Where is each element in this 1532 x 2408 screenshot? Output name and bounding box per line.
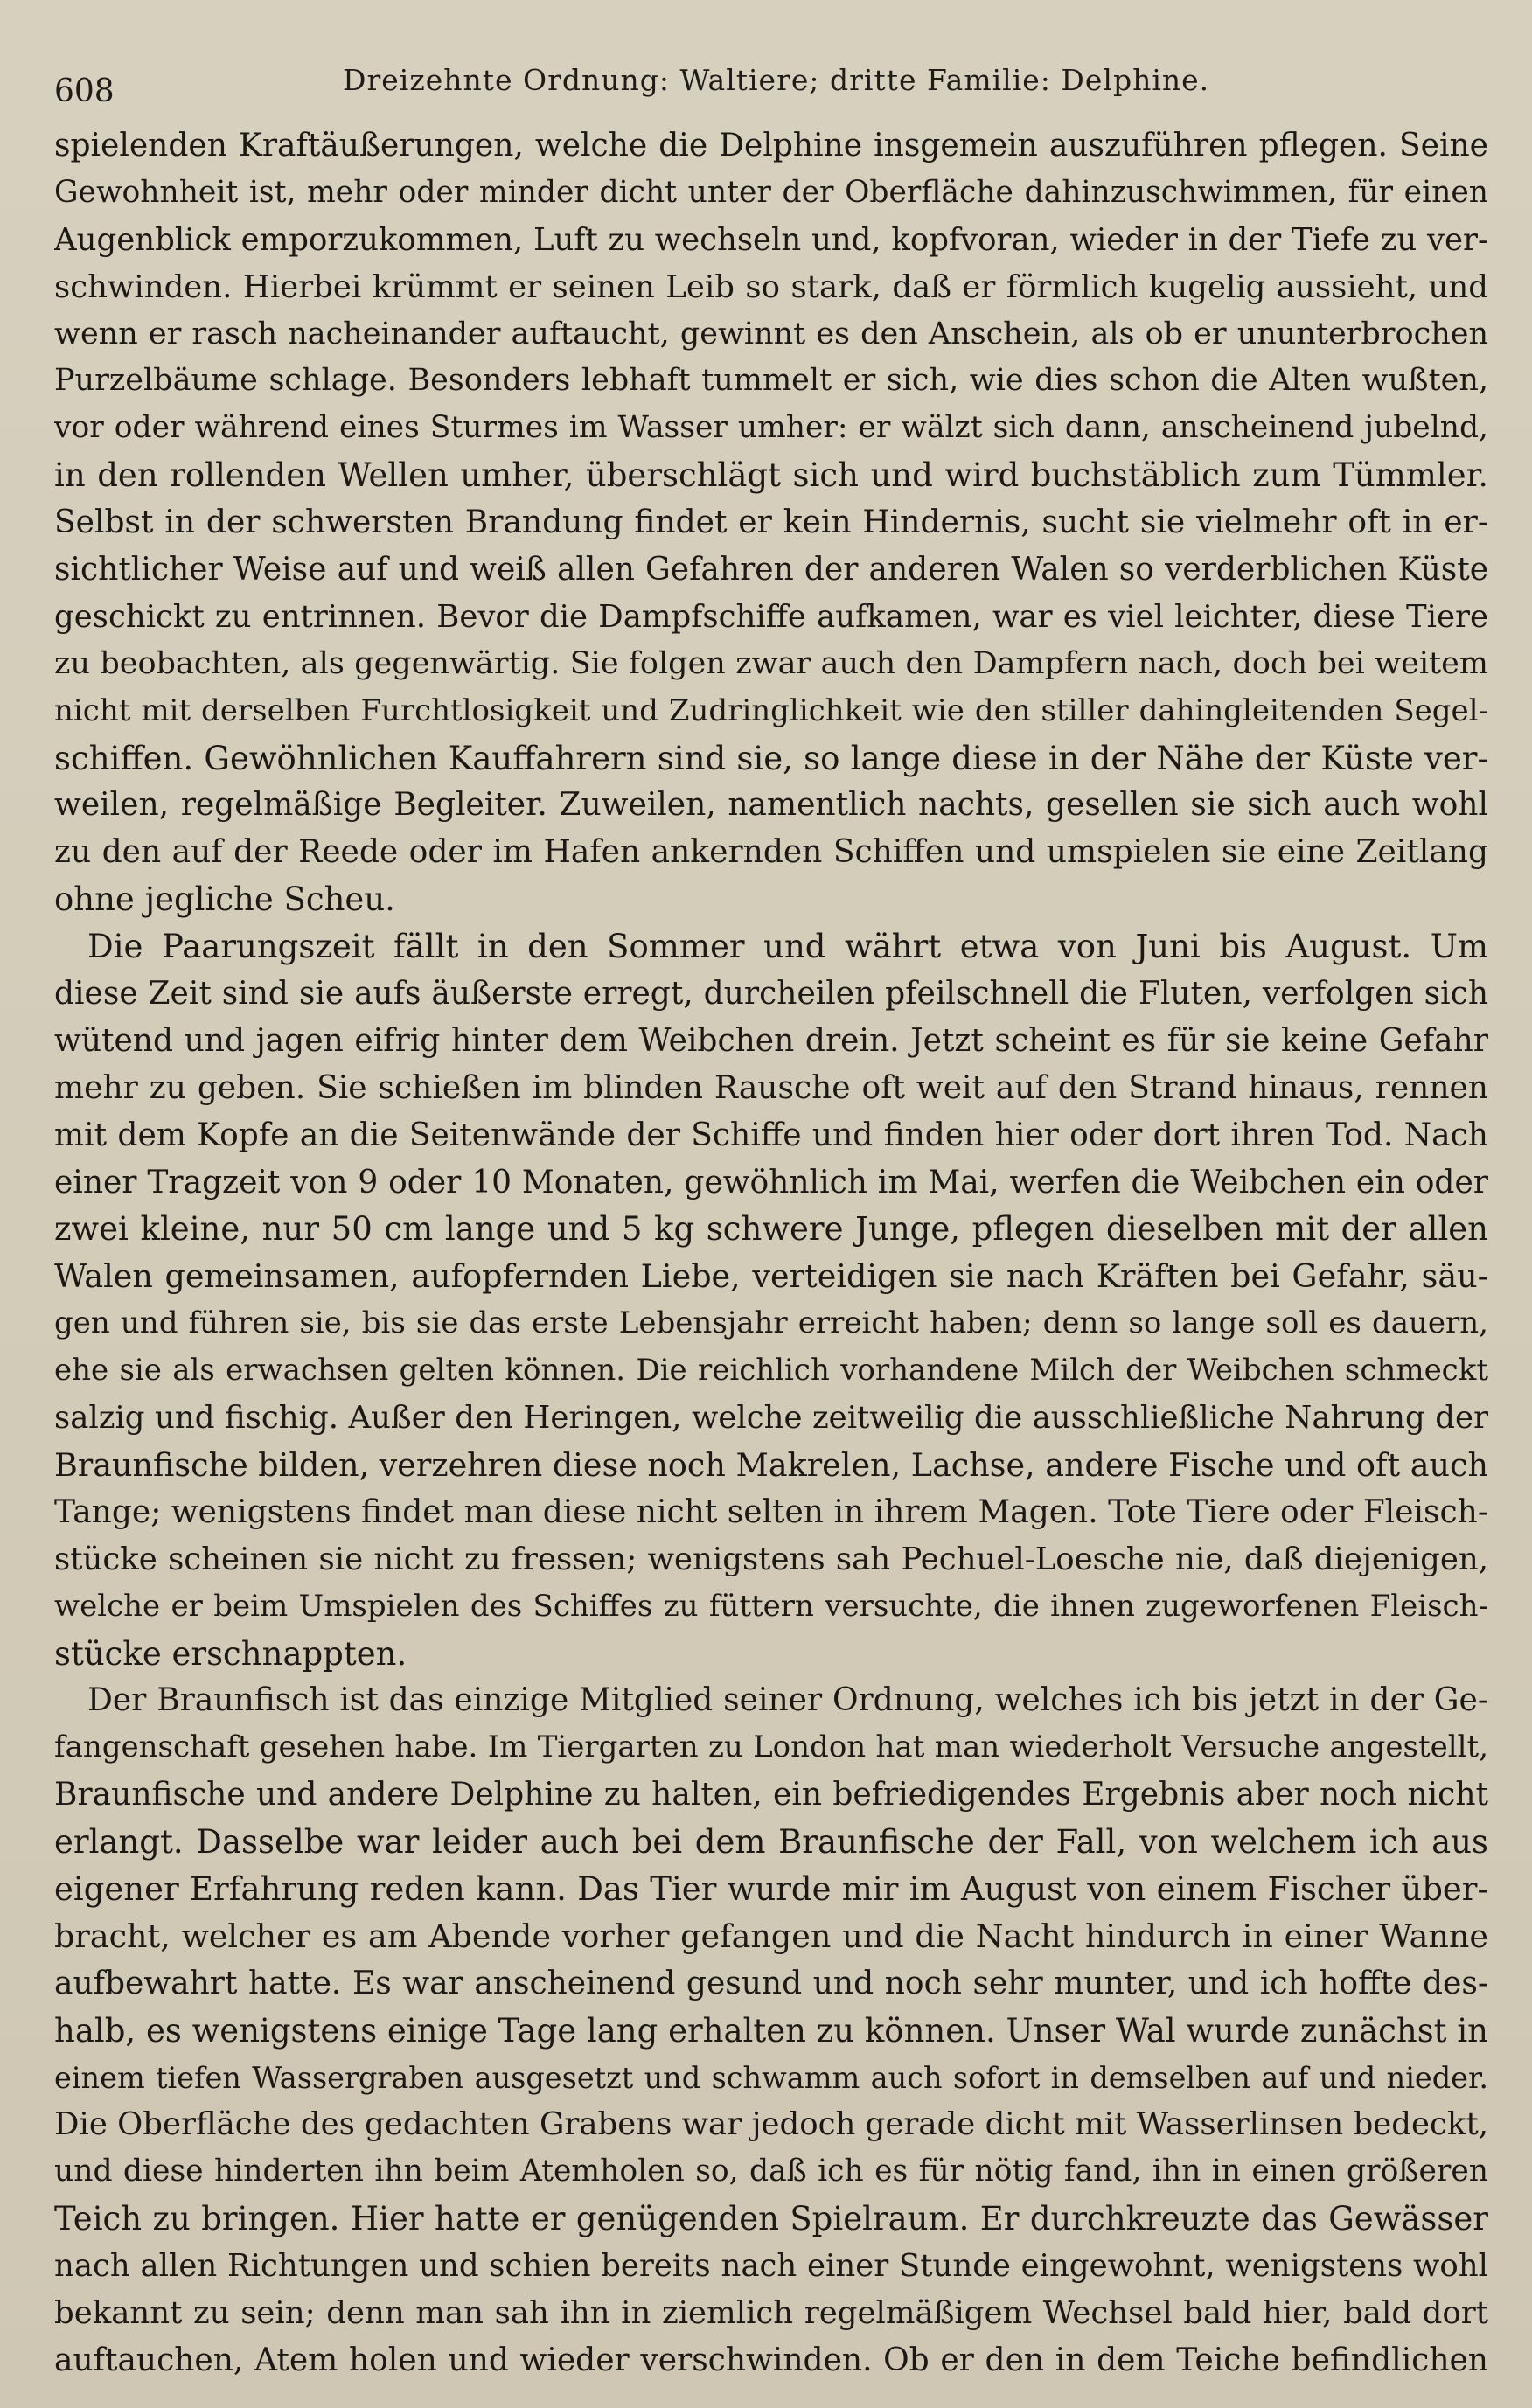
text-line: Die Paarungszeit fällt in den Sommer und währt etwa von Juni bis August. Um (87, 928, 1488, 966)
text-line: weilen, regelmäßige Begleiter. Zuweilen, namentlich nachts, gesellen sie sich auch wohl (54, 787, 1488, 824)
text-line: Gewohnheit ist, mehr oder minder dicht unter der Oberfläche dahinzuschwimmen, für einen (54, 174, 1488, 210)
text-line: geschickt zu entrinnen. Bevor die Dampfschiffe aufkamen, war es viel leichter, diese Tiere (54, 598, 1488, 635)
text-line: sichtlicher Weise auf und weiß allen Gefahren der anderen Walen so verderblichen Küste (54, 552, 1488, 588)
text-line: erlangt. Dasselbe war leider auch bei dem Braunfische der Fall, von welchem ich aus (54, 1823, 1488, 1862)
text-line: Teich zu bringen. Hier hatte er genügenden Spielraum. Er durchkreuzte das Gewässer (54, 2200, 1488, 2238)
page-header (54, 61, 1471, 122)
text-line: diese Zeit sind sie aufs äußerste erregt, durcheilen pfeilschnell die Fluten, verfolgen sich (54, 976, 1488, 1013)
text-line: ohne jegliche Scheu. (54, 880, 395, 919)
text-line: wenn er rasch nacheinander auftaucht, gewinnt es den Anschein, als ob er ununterbrochen (54, 316, 1488, 351)
text-line: einem tiefen Wassergraben ausgesetzt und schwamm auch sofort in demselben auf und nieder. (54, 2060, 1488, 2095)
text-line: Augenblick emporzukommen, Luft zu wechseln und, kopfvoran, wieder in der Tiefe zu ver- (54, 221, 1488, 258)
text-line: Selbst in der schwersten Brandung findet er kein Hindernis, sucht sie vielmehr oft in er- (54, 505, 1488, 541)
text-line: welche er beim Umspielen des Schiffes zu füttern versuchte, die ihnen zugeworfenen Fleisch- (54, 1588, 1488, 1624)
text-line: Die Oberfläche des gedachten Grabens war jedoch gerade dicht mit Wasserlinsen bedeckt, (54, 2106, 1488, 2143)
text-line: mit dem Kopfe an die Seitenwände der Schiffe und finden hier oder dort ihren Tod. Nach (54, 1117, 1488, 1153)
text-line: einer Tragzeit von 9 oder 10 Monaten, gewöhnlich im Mai, werfen die Weibchen ein oder (54, 1164, 1488, 1201)
text-line: stücke erschnappten. (54, 1634, 407, 1673)
text-line: bracht, welcher es am Abende vorher gefangen und die Nacht hindurch in einer Wanne (54, 1917, 1488, 1955)
text-line: Walen gemeinsamen, aufopfernden Liebe, verteidigen sie nach Kräften bei Gefahr, säu- (54, 1257, 1488, 1296)
text-line: Braunfische bilden, verzehren diese noch Makrelen, Lachse, andere Fische und oft auch (54, 1445, 1488, 1484)
running-head: Dreizehnte Ordnung: Waltiere; dritte Familie: Delphine. (343, 63, 1210, 97)
text-line: salzig und fischig. Außer den Heringen, welche zeitweilig die ausschließliche Nahrung der (54, 1400, 1488, 1437)
text-line: schwinden. Hierbei krümmt er seinen Leib so stark, daß er förmlich kugelig aussieht, und (54, 268, 1488, 305)
body-text (54, 122, 1488, 2384)
text-line: spielenden Kraftäußerungen, welche die Delphine insgemein auszuführen pflegen. Seine (54, 128, 1488, 164)
page-number: 608 (54, 73, 115, 109)
text-line: Der Braunfisch ist das einzige Mitglied seiner Ordnung, welches ich bis jetzt in der Ge- (87, 1682, 1488, 1719)
text-line: zu beobachten, als gegenwärtig. Sie folgen zwar auch den Dampfern nach, doch bei weitem (54, 645, 1488, 681)
text-line: wütend und jagen eifrig hinter dem Weibchen drein. Jetzt scheint es für sie keine Gefahr (54, 1022, 1488, 1059)
text-line: mehr zu geben. Sie schießen im blinden Rausche oft weit auf den Strand hinaus, rennen (54, 1069, 1488, 1106)
text-line: Braunfische und andere Delphine zu halten, ein befriedigendes Ergebnis aber noch nicht (54, 1777, 1488, 1813)
text-line: vor oder während eines Sturmes im Wasser umher: er wälzt sich dann, anscheinend jubelnd, (54, 410, 1488, 446)
text-line: bekannt zu sein; denn man sah ihn in ziemlich regelmäßigem Wechsel bald hier, bald dort (54, 2294, 1488, 2331)
text-line: aufbewahrt hatte. Es war anscheinend gesund und noch sehr munter, und ich hoffte des- (54, 1965, 1488, 2001)
text-line: ehe sie als erwachsen gelten können. Die reichlich vorhandene Milch der Weibchen schmeckt (54, 1353, 1488, 1388)
text-line: eigener Erfahrung reden kann. Das Tier wurde mir im August von einem Fischer über- (54, 1869, 1488, 1908)
text-line: schiffen. Gewöhnlichen Kauffahrern sind sie, so lange diese in der Nähe der Küste ver- (54, 739, 1488, 777)
text-line: halb, es wenigstens einige Tage lang erhalten zu können. Unser Wal wurde zunächst in (54, 2011, 1488, 2050)
text-line: zu den auf der Reede oder im Hafen ankernden Schiffen und umspielen sie eine Zeitlang (54, 834, 1488, 871)
text-line: Tange; wenigstens findet man diese nicht selten in ihrem Magen. Tote Tiere oder Fleisch- (54, 1493, 1488, 1530)
text-line: stücke scheinen sie nicht zu fressen; wenigstens sah Pechuel-Loesche nie, daß diejenigen, (54, 1541, 1488, 1577)
text-line: nicht mit derselben Furchtlosigkeit und Zudringlichkeit wie den stiller dahingleitenden Segel- (54, 692, 1488, 728)
text-line: und diese hinderten ihn beim Atemholen so, daß ich es für nötig fand, ihn in einen größeren (54, 2154, 1488, 2189)
text-line: fangenschaft gesehen habe. Im Tiergarten zu London hat man wiederholt Versuche angestellt, (54, 1729, 1488, 1765)
text-line: gen und führen sie, bis sie das erste Lebensjahr erreicht haben; denn so lange soll es dauern, (54, 1305, 1488, 1341)
text-line: zwei kleine, nur 50 cm lange und 5 kg schwere Junge, pflegen dieselben mit der allen (54, 1210, 1488, 1249)
text-line: auftauchen, Atem holen und wieder verschwinden. Ob er den in dem Teiche befindlichen (54, 2342, 1488, 2378)
text-line: in den rollenden Wellen umher, überschlägt sich und wird buchstäblich zum Tümmler. (54, 456, 1488, 495)
text-line: Purzelbäume schlage. Besonders lebhaft tummelt er sich, wie dies schon die Alten wußten, (54, 363, 1488, 399)
text-line: nach allen Richtungen und schien bereits nach einer Stunde eingewohnt, wenigstens wohl (54, 2248, 1488, 2285)
